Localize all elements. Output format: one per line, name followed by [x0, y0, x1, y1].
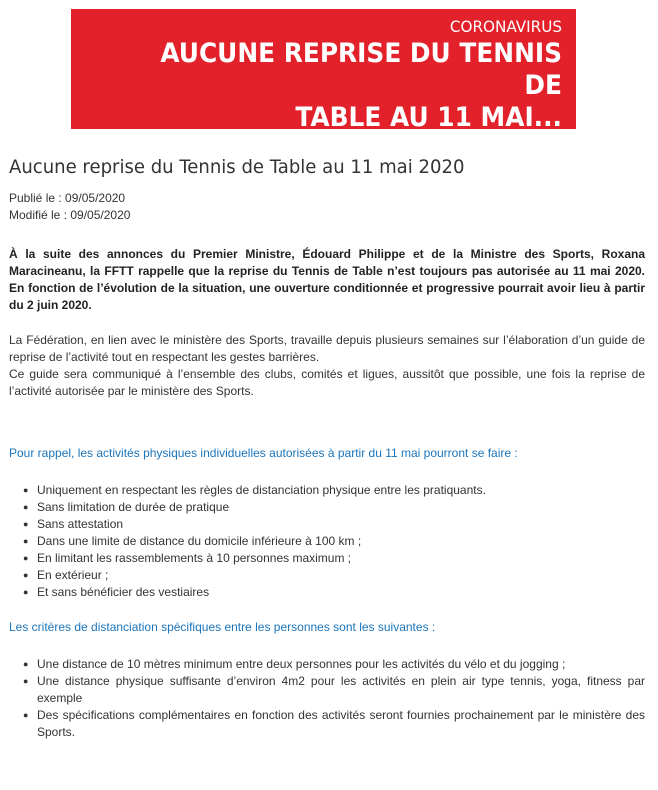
article-title: Aucune reprise du Tennis de Table au 11 mai 2020: [9, 156, 465, 178]
list-item: ● Uniquement en respectant les règles de distanciation physique entre les pratiquants.: [37, 482, 645, 499]
banner-date: 09/05/2020: [498, 136, 562, 149]
section-heading-activities: Pour rappel, les activités physiques individuelles autorisées à partir du 11 mai pourront se faire :: [9, 446, 518, 460]
list-item: ● Sans attestation: [37, 516, 645, 533]
distancing-list: [9, 656, 645, 741]
body-paragraph-2: Ce guide sera communiqué à l’ensemble des clubs, comités et ligues, aussitôt que possible, une fois la reprise de l’activité autorisée par le ministère des Sports.: [9, 367, 645, 398]
banner-headline-line-1: AUCUNE REPRISE DU TENNIS DE: [160, 38, 563, 101]
list-item: ● Une distance de 10 mètres minimum entre deux personnes pour les activités du vélo et du jogging ;: [37, 656, 645, 673]
section-heading-distancing: Les critères de distanciation spécifiques entre les personnes sont les suivantes :: [9, 620, 436, 634]
banner-headline: [119, 38, 562, 134]
list-item: ● Sans limitation de durée de pratique: [37, 499, 645, 516]
list-item: ● Dans une limite de distance du domicile inférieure à 100 km ;: [37, 533, 645, 550]
list-item: ● En extérieur ;: [37, 567, 645, 584]
lead-paragraph: À la suite des annonces du Premier Ministre, Édouard Philippe et de la Ministre des Sports, Roxana Maracineanu, la FFTT rappelle que la reprise du Tennis de Table n’est toujours pas autorisée au 11 mai 2020. En fonction de l’évolution de la situation, une ouverture conditionnée et progressive pourrait avoir lieu à partir du 2 juin 2020.: [9, 247, 645, 312]
list-item: ● En limitant les rassemblements à 10 personnes maximum ;: [37, 550, 645, 567]
article-body: [9, 152, 645, 741]
activities-list: [9, 482, 645, 601]
body-paragraph-1: La Fédération, en lien avec le ministère des Sports, travaille depuis plusieurs semaines sur l’élaboration d’un guide de reprise de l’activité tout en respectant les gestes barrières.: [9, 333, 645, 364]
banner-category[interactable]: CORONAVIRUS: [449, 17, 562, 36]
banner-headline-line-2: TABLE AU 11 MAI...: [295, 102, 562, 133]
list-item: ● Et sans bénéficier des vestiaires: [37, 584, 645, 601]
list-item: ● Une distance physique suffisante d’environ 4m2 pour les activités en plein air type tennis, yoga, fitness par exemple: [37, 673, 645, 707]
published-date: Publié le : 09/05/2020: [9, 191, 126, 205]
modified-date: Modifié le : 09/05/2020: [9, 208, 131, 222]
article-banner: [71, 9, 576, 149]
list-item: ● Des spécifications complémentaires en fonction des activités seront fournies prochainement par le ministère des Sports.: [37, 707, 645, 741]
